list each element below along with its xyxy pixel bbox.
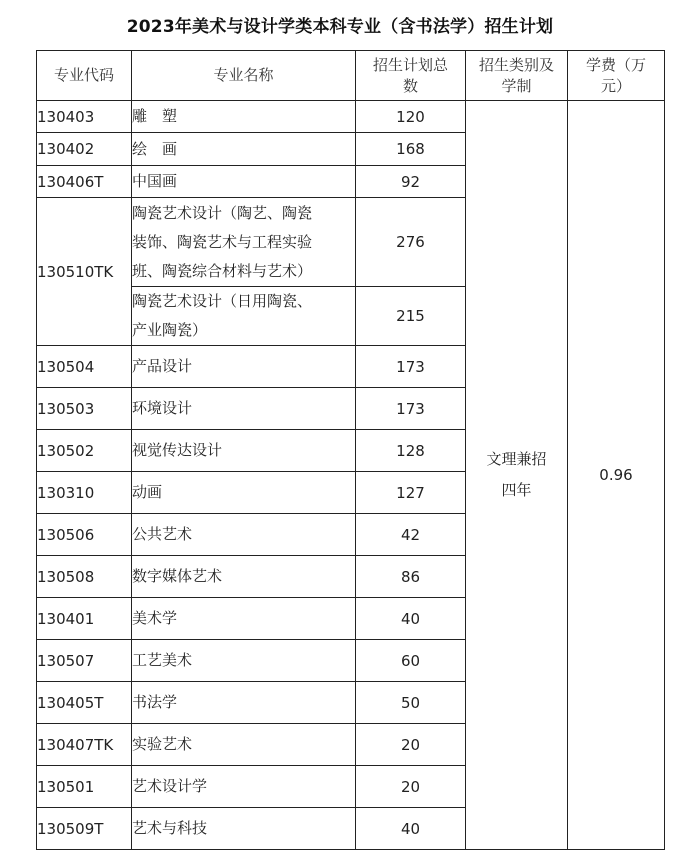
- header-category: 招生类别及 学制: [466, 51, 568, 101]
- major-name: 艺术与科技: [132, 808, 356, 850]
- quota-count: 276: [356, 198, 466, 287]
- quota-count: 40: [356, 598, 466, 640]
- header-name: 专业名称: [132, 51, 356, 101]
- major-code: 130502: [37, 430, 132, 472]
- quota-count: 40: [356, 808, 466, 850]
- major-code: 130510TK: [37, 198, 132, 346]
- quota-count: 215: [356, 287, 466, 346]
- major-code: 130508: [37, 556, 132, 598]
- enrollment-plan-table: [36, 50, 665, 850]
- major-name: 书法学: [132, 682, 356, 724]
- major-code: 130504: [37, 346, 132, 388]
- major-code: 130310: [37, 472, 132, 514]
- major-name: 工艺美术: [132, 640, 356, 682]
- major-name: 产品设计: [132, 346, 356, 388]
- major-name: 环境设计: [132, 388, 356, 430]
- table-header-row: [37, 51, 665, 101]
- quota-count: 60: [356, 640, 466, 682]
- major-name: 数字媒体艺术: [132, 556, 356, 598]
- quota-count: 20: [356, 766, 466, 808]
- major-code: 130405T: [37, 682, 132, 724]
- major-code: 130509T: [37, 808, 132, 850]
- quota-count: 50: [356, 682, 466, 724]
- quota-count: 120: [356, 101, 466, 133]
- category-cell: [466, 101, 568, 850]
- major-code: 130401: [37, 598, 132, 640]
- study-duration: 四年: [501, 481, 532, 499]
- header-fee: 学费（万 元）: [568, 51, 665, 101]
- major-name: 陶瓷艺术设计（陶艺、陶瓷 装饰、陶瓷艺术与工程实验 班、陶瓷综合材料与艺术）: [132, 198, 356, 287]
- table-row: [37, 101, 665, 133]
- quota-count: 173: [356, 346, 466, 388]
- major-code: 130503: [37, 388, 132, 430]
- major-name: 绘 画: [132, 133, 356, 166]
- quota-count: 86: [356, 556, 466, 598]
- major-name: 动画: [132, 472, 356, 514]
- major-name: 视觉传达设计: [132, 430, 356, 472]
- quota-count: 20: [356, 724, 466, 766]
- quota-count: 92: [356, 166, 466, 198]
- category-type: 文理兼招: [486, 450, 547, 468]
- tuition-fee: 0.96: [568, 101, 665, 850]
- major-name: 实验艺术: [132, 724, 356, 766]
- major-name: 陶瓷艺术设计（日用陶瓷、 产业陶瓷）: [132, 287, 356, 346]
- quota-count: 127: [356, 472, 466, 514]
- major-name: 艺术设计学: [132, 766, 356, 808]
- major-name: 美术学: [132, 598, 356, 640]
- major-name: 中国画: [132, 166, 356, 198]
- major-code: 130501: [37, 766, 132, 808]
- header-code: 专业代码: [37, 51, 132, 101]
- major-code: 130402: [37, 133, 132, 166]
- major-name: 雕 塑: [132, 101, 356, 133]
- major-code: 130403: [37, 101, 132, 133]
- page-title: 2023年美术与设计学类本科专业（含书法学）招生计划: [126, 17, 554, 37]
- major-code: 130407TK: [37, 724, 132, 766]
- quota-count: 168: [356, 133, 466, 166]
- major-code: 130406T: [37, 166, 132, 198]
- major-code: 130506: [37, 514, 132, 556]
- major-code: 130507: [37, 640, 132, 682]
- quota-count: 173: [356, 388, 466, 430]
- header-quota: 招生计划总 数: [356, 51, 466, 101]
- quota-count: 128: [356, 430, 466, 472]
- major-name: 公共艺术: [132, 514, 356, 556]
- quota-count: 42: [356, 514, 466, 556]
